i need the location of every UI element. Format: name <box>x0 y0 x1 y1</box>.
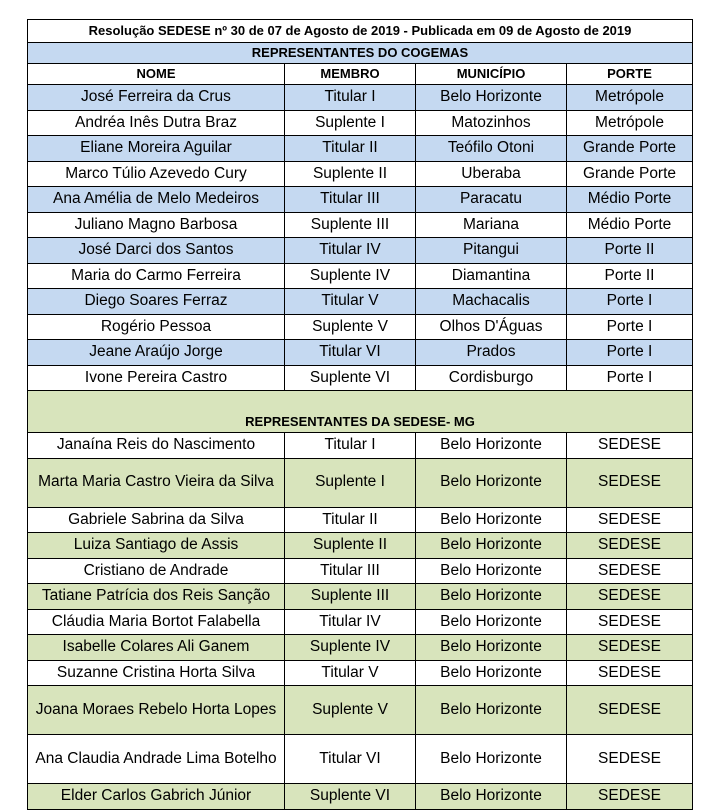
cell-nome: Rogério Pessoa <box>28 314 285 340</box>
cell-porte: Grande Porte <box>567 136 693 162</box>
cell-municipio: Belo Horizonte <box>416 609 567 635</box>
table-row <box>28 340 693 366</box>
cell-membro: Titular III <box>285 558 416 584</box>
cell-nome: Diego Soares Ferraz <box>28 289 285 315</box>
cell-nome: Maria do Carmo Ferreira <box>28 263 285 289</box>
table-row <box>28 784 693 810</box>
cell-membro: Titular VI <box>285 340 416 366</box>
cell-porte: Porte II <box>567 263 693 289</box>
cell-nome: Marta Maria Castro Vieira da Silva <box>28 458 285 507</box>
cell-nome: Marco Túlio Azevedo Cury <box>28 161 285 187</box>
cell-municipio: Belo Horizonte <box>416 635 567 661</box>
cell-porte: Porte II <box>567 238 693 264</box>
cell-membro: Suplente V <box>285 686 416 735</box>
cell-municipio: Prados <box>416 340 567 366</box>
cell-nome: Luiza Santiago de Assis <box>28 533 285 559</box>
cell-porte: Médio Porte <box>567 187 693 213</box>
cell-nome: Janaína Reis do Nascimento <box>28 433 285 459</box>
cell-membro: Titular V <box>285 660 416 686</box>
cell-porte: Porte I <box>567 365 693 391</box>
cell-municipio: Cordisburgo <box>416 365 567 391</box>
cell-porte: Grande Porte <box>567 161 693 187</box>
cell-membro: Titular IV <box>285 238 416 264</box>
cell-municipio: Paracatu <box>416 187 567 213</box>
cell-nome: Suzanne Cristina Horta Silva <box>28 660 285 686</box>
cell-nome: Ana Claudia Andrade Lima Botelho <box>28 735 285 784</box>
cell-porte: SEDESE <box>567 735 693 784</box>
table-row <box>28 212 693 238</box>
cell-membro: Suplente III <box>285 584 416 610</box>
cell-nome: Cristiano de Andrade <box>28 558 285 584</box>
cell-membro: Suplente II <box>285 533 416 559</box>
document-title: Resolução SEDESE nº 30 de 07 de Agosto de 2019 - Publicada em 09 de Agosto de 2019 <box>28 20 693 43</box>
cell-porte: SEDESE <box>567 635 693 661</box>
cell-municipio: Belo Horizonte <box>416 686 567 735</box>
table-row <box>28 558 693 584</box>
cell-municipio: Belo Horizonte <box>416 784 567 810</box>
table-row <box>28 85 693 111</box>
cell-municipio: Belo Horizonte <box>416 533 567 559</box>
cell-municipio: Belo Horizonte <box>416 85 567 111</box>
cell-membro: Suplente I <box>285 110 416 136</box>
cell-nome: José Darci dos Santos <box>28 238 285 264</box>
table-row <box>28 187 693 213</box>
members-table <box>27 19 693 810</box>
cell-municipio: Belo Horizonte <box>416 507 567 533</box>
cell-porte: Porte I <box>567 340 693 366</box>
cell-porte: SEDESE <box>567 660 693 686</box>
table-row <box>28 161 693 187</box>
cell-membro: Suplente I <box>285 458 416 507</box>
table-row <box>28 238 693 264</box>
cell-municipio: Mariana <box>416 212 567 238</box>
cell-nome: José Ferreira da Crus <box>28 85 285 111</box>
cell-membro: Titular II <box>285 507 416 533</box>
cell-municipio: Machacalis <box>416 289 567 315</box>
section-title-cogemas: REPRESENTANTES DO COGEMAS <box>28 43 693 64</box>
cell-nome: Andréa Inês Dutra Braz <box>28 110 285 136</box>
cell-membro: Suplente V <box>285 314 416 340</box>
table-row <box>28 533 693 559</box>
cell-membro: Titular I <box>285 433 416 459</box>
cell-municipio: Belo Horizonte <box>416 433 567 459</box>
cell-municipio: Belo Horizonte <box>416 558 567 584</box>
cell-nome: Eliane Moreira Aguilar <box>28 136 285 162</box>
cell-porte: SEDESE <box>567 433 693 459</box>
table-row <box>28 458 693 507</box>
cell-municipio: Matozinhos <box>416 110 567 136</box>
cell-municipio: Uberaba <box>416 161 567 187</box>
cell-membro: Titular VI <box>285 735 416 784</box>
cell-membro: Suplente IV <box>285 263 416 289</box>
cell-nome: Elder Carlos Gabrich Júnior <box>28 784 285 810</box>
section-title-sedese: REPRESENTANTES DA SEDESE- MG <box>28 391 693 433</box>
table-row <box>28 584 693 610</box>
cell-nome: Ana Amélia de Melo Medeiros <box>28 187 285 213</box>
cell-porte: SEDESE <box>567 507 693 533</box>
cell-porte: SEDESE <box>567 458 693 507</box>
cell-membro: Titular V <box>285 289 416 315</box>
table-row <box>28 635 693 661</box>
cell-municipio: Diamantina <box>416 263 567 289</box>
table-row <box>28 735 693 784</box>
cell-membro: Titular III <box>285 187 416 213</box>
cell-nome: Joana Moraes Rebelo Horta Lopes <box>28 686 285 735</box>
table-row <box>28 136 693 162</box>
table-row <box>28 263 693 289</box>
cell-municipio: Belo Horizonte <box>416 584 567 610</box>
cell-nome: Ivone Pereira Castro <box>28 365 285 391</box>
cell-membro: Suplente VI <box>285 365 416 391</box>
table-row <box>28 433 693 459</box>
cell-porte: Metrópole <box>567 85 693 111</box>
table-row <box>28 365 693 391</box>
cell-membro: Suplente III <box>285 212 416 238</box>
column-header-municipio: MUNICÍPIO <box>416 64 567 85</box>
cell-porte: Porte I <box>567 289 693 315</box>
cell-nome: Gabriele Sabrina da Silva <box>28 507 285 533</box>
cell-nome: Juliano Magno Barbosa <box>28 212 285 238</box>
cell-porte: SEDESE <box>567 784 693 810</box>
cell-nome: Tatiane Patrícia dos Reis Sanção <box>28 584 285 610</box>
cell-municipio: Belo Horizonte <box>416 735 567 784</box>
cell-porte: SEDESE <box>567 533 693 559</box>
cell-porte: Metrópole <box>567 110 693 136</box>
cell-membro: Titular II <box>285 136 416 162</box>
cell-porte: SEDESE <box>567 686 693 735</box>
cell-porte: SEDESE <box>567 558 693 584</box>
cell-membro: Suplente IV <box>285 635 416 661</box>
cell-municipio: Teófilo Otoni <box>416 136 567 162</box>
column-header-nome: NOME <box>28 64 285 85</box>
cell-nome: Cláudia Maria Bortot Falabella <box>28 609 285 635</box>
table-row <box>28 110 693 136</box>
cell-porte: Porte I <box>567 314 693 340</box>
table-header-row <box>28 64 693 85</box>
cell-porte: SEDESE <box>567 609 693 635</box>
cell-municipio: Belo Horizonte <box>416 660 567 686</box>
cell-municipio: Belo Horizonte <box>416 458 567 507</box>
cell-porte: SEDESE <box>567 584 693 610</box>
table-row <box>28 289 693 315</box>
cell-municipio: Olhos D'Águas <box>416 314 567 340</box>
cell-membro: Titular I <box>285 85 416 111</box>
cell-nome: Jeane Araújo Jorge <box>28 340 285 366</box>
cell-membro: Suplente VI <box>285 784 416 810</box>
cell-municipio: Pitangui <box>416 238 567 264</box>
column-header-membro: MEMBRO <box>285 64 416 85</box>
cell-porte: Médio Porte <box>567 212 693 238</box>
cell-membro: Suplente II <box>285 161 416 187</box>
table-row <box>28 609 693 635</box>
table-row <box>28 314 693 340</box>
cell-membro: Titular IV <box>285 609 416 635</box>
table-row <box>28 507 693 533</box>
table-row <box>28 686 693 735</box>
column-header-porte: PORTE <box>567 64 693 85</box>
table-row <box>28 660 693 686</box>
cell-nome: Isabelle Colares Ali Ganem <box>28 635 285 661</box>
